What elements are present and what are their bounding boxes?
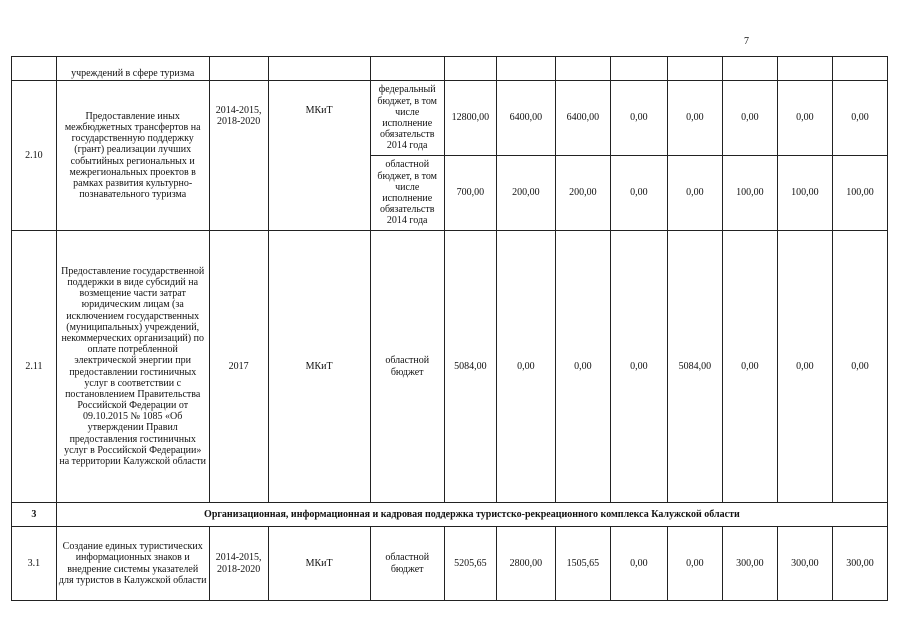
funding-source: областной бюджет, в том числе исполнение обязательств 2014 года: [370, 156, 444, 231]
row-description: Создание единых туристических информационных знаков и внедрение системы указателей для туристов в Калужской области: [56, 527, 209, 601]
value-cell: 0,00: [610, 527, 667, 601]
value-cell: 200,00: [496, 156, 555, 231]
row-number: 3.1: [12, 527, 57, 601]
table-row: [12, 231, 888, 503]
value-cell: 0,00: [610, 231, 667, 503]
budget-table: [11, 56, 888, 601]
page-mark: 7: [744, 36, 749, 47]
value-cell: 0,00: [610, 81, 667, 156]
table-row: [12, 527, 888, 601]
value-cell: 100,00: [832, 156, 887, 231]
section-title: Организационная, информационная и кадровая поддержка туристско-рекреационного комплекса Калужской области: [56, 503, 887, 527]
row-years: 2014-2015, 2018-2020: [209, 527, 268, 601]
value-cell: 6400,00: [496, 81, 555, 156]
value-cell: 0,00: [832, 81, 887, 156]
value-cell: 0,00: [777, 231, 832, 503]
value-cell: 0,00: [667, 81, 722, 156]
value-cell: 0,00: [832, 231, 887, 503]
value-cell: 0,00: [777, 81, 832, 156]
value-cell: 0,00: [555, 231, 610, 503]
value-cell: 2800,00: [496, 527, 555, 601]
row-years: 2017: [209, 231, 268, 503]
row-number: 2.11: [12, 231, 57, 503]
value-cell: 0,00: [610, 156, 667, 231]
value-cell: 5084,00: [444, 231, 496, 503]
value-cell: 300,00: [722, 527, 777, 601]
funding-source: федеральный бюджет, в том числе исполнение обязательств 2014 года: [370, 81, 444, 156]
row-number: 2.10: [12, 81, 57, 231]
row-description: Предоставление государственной поддержки в виде субсидий на возмещение части затрат юридическим лицам (за исключением государственных (муниципальных) учреждений, некоммерческих организаций) по оплате потребленной электрической энергии при предоставлении гостиничных услуг в соответствии с постановлением Правительства Российской Федерации от 09.10.2015 № 1085 «Об утверждении Правил предоставления гостиничных услуг в Российской Федерации» на территории Калужской области: [56, 231, 209, 503]
value-cell: 6400,00: [555, 81, 610, 156]
table-row: [12, 57, 888, 81]
funding-source: областной бюджет: [370, 231, 444, 503]
value-cell: 0,00: [667, 156, 722, 231]
value-cell: 0,00: [722, 81, 777, 156]
row-executor: МКиТ: [268, 527, 370, 601]
value-cell: 300,00: [777, 527, 832, 601]
value-cell: 700,00: [444, 156, 496, 231]
value-cell: 12800,00: [444, 81, 496, 156]
value-cell: 1505,65: [555, 527, 610, 601]
row-description: Предоставление иных межбюджетных трансфертов на государственную поддержку (грант) реализации лучших событийных региональных и межрегиональных проектов в рамках развития культурно-познавательного туризма: [56, 81, 209, 231]
section-row: [12, 503, 888, 527]
value-cell: 100,00: [777, 156, 832, 231]
section-number: 3: [12, 503, 57, 527]
value-cell: 5205,65: [444, 527, 496, 601]
value-cell: 0,00: [722, 231, 777, 503]
value-cell: 0,00: [667, 527, 722, 601]
value-cell: 200,00: [555, 156, 610, 231]
row-description: учреждений в сфере туризма: [56, 57, 209, 81]
row-years: 2014-2015, 2018-2020: [209, 81, 268, 231]
value-cell: 300,00: [832, 527, 887, 601]
funding-source: областной бюджет: [370, 527, 444, 601]
value-cell: 0,00: [496, 231, 555, 503]
row-executor: МКиТ: [268, 231, 370, 503]
value-cell: 100,00: [722, 156, 777, 231]
table-row: [12, 81, 888, 156]
row-executor: МКиТ: [268, 81, 370, 231]
value-cell: 5084,00: [667, 231, 722, 503]
